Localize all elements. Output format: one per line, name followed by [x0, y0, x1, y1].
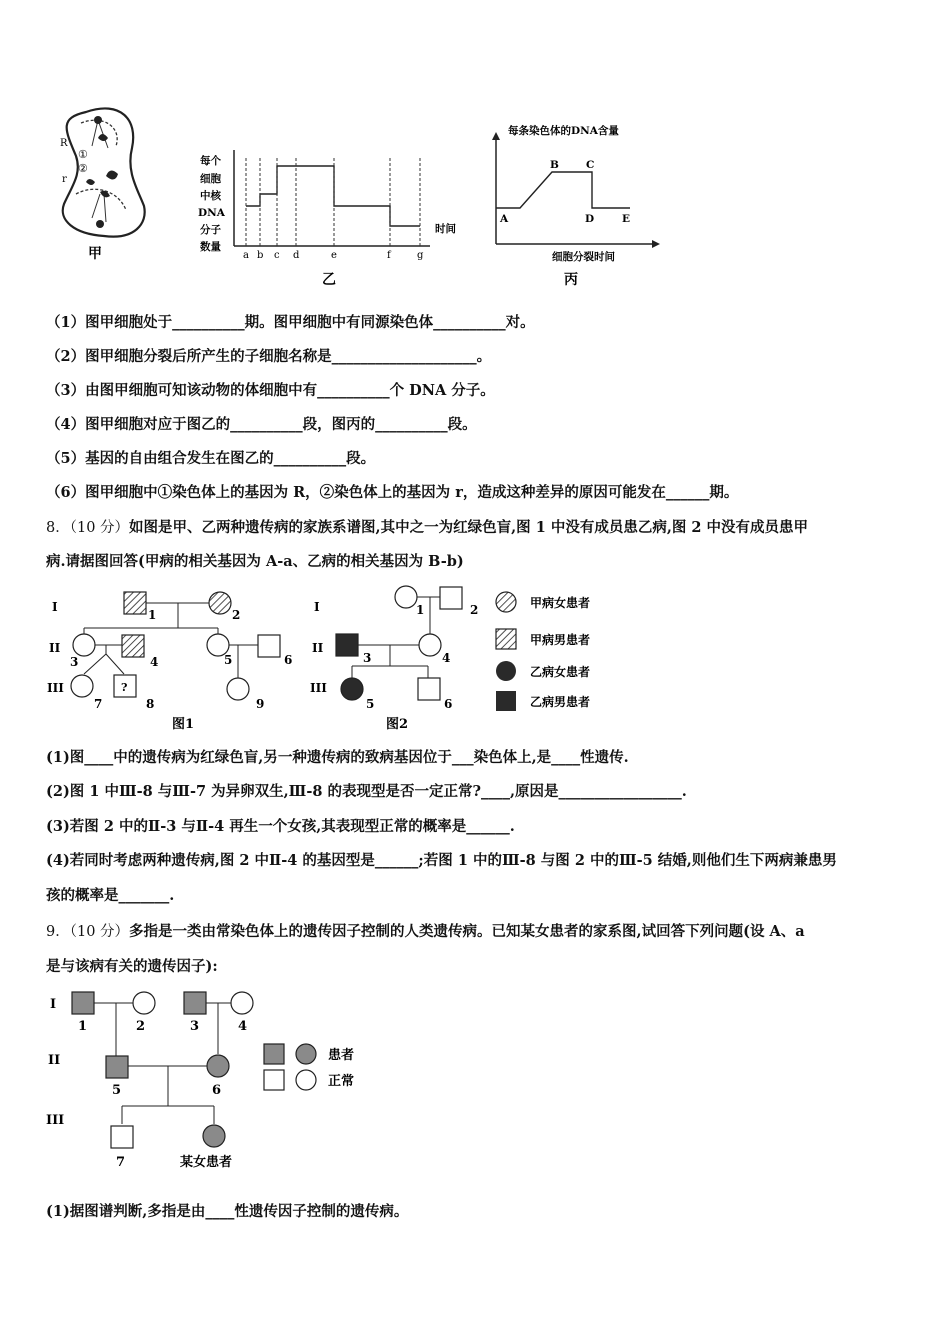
- yi-tick-e: e: [331, 250, 337, 261]
- ped2-id-5: 5: [366, 697, 375, 711]
- ped3-II-5-male-affected: [106, 1056, 128, 1078]
- q8-item-1: (1)图____中的遗传病为红绿色盲,另一种遗传病的致病基因位于___染色体上,是____性遗传.: [46, 749, 629, 766]
- legend-female-a-label: 甲病女患者: [530, 596, 591, 610]
- figure-jia-yi-bing: [46, 98, 666, 293]
- yi-caption: 乙: [322, 272, 336, 288]
- ped2-I-2-male: [440, 587, 462, 609]
- legend-male-b-label: 乙病男患者: [530, 695, 591, 709]
- legend2-affected-female-icon: [296, 1044, 316, 1064]
- q8-header-text: 如图是甲、乙两种遗传病的家族系谱图,其中之一为红绿色盲,图 1 中没有成员患乙病,图 2 中没有成员患甲: [129, 519, 809, 536]
- legend-male-b-icon: [496, 691, 516, 711]
- ped1-gen-I: I: [52, 600, 58, 614]
- legend-female-b-icon: [496, 661, 516, 681]
- ped1-I-2-female-affected-a: [209, 592, 231, 614]
- ped3-id-1: 1: [78, 1019, 88, 1034]
- ped2-II-4-female: [419, 634, 441, 656]
- chromosome-2-label: ②: [78, 162, 88, 175]
- legend-male-a-icon: [496, 629, 516, 649]
- ped1-II-4-male-affected-a: [122, 635, 144, 657]
- ped1-unknown-mark: ?: [121, 681, 128, 694]
- ped2-id-3: 3: [363, 651, 372, 665]
- ped1-id-8: 8: [146, 697, 155, 711]
- allele-r-label: r: [62, 174, 67, 185]
- ped3-id-3: 3: [190, 1019, 200, 1034]
- ped2-I-1-female: [395, 586, 417, 608]
- chromosome-1-label: ①: [78, 148, 88, 161]
- ped3-patient-label: 某女患者: [180, 1155, 233, 1170]
- ped1-id-5: 5: [224, 653, 233, 667]
- yi-ylabel-2: 中核: [200, 190, 221, 202]
- bing-point-C: C: [586, 159, 595, 171]
- bing-dna-curve: [496, 172, 630, 208]
- ped1-II-6-male: [258, 635, 280, 657]
- ped1-id-2: 2: [232, 608, 241, 622]
- q9-header-line1: [46, 920, 805, 941]
- bing-caption: 丙: [564, 272, 578, 288]
- legend2-affected-label: 患者: [328, 1048, 355, 1063]
- yi-tick-g: g: [417, 250, 424, 261]
- legend-female-a-icon: [496, 592, 516, 612]
- legend-female-b-label: 乙病女患者: [530, 665, 591, 679]
- bing-ylabel: 每条染色体的DNA含量: [508, 125, 619, 137]
- ped2-II-3-male-affected-b: [336, 634, 358, 656]
- q8-number: 8．（10 分）: [46, 520, 130, 536]
- ped1-gen-III: III: [47, 681, 64, 695]
- jia-caption: 甲: [88, 246, 102, 262]
- ped1-id-4: 4: [150, 655, 159, 669]
- figure-jia-cell: [60, 108, 145, 262]
- legend2-affected-male-icon: [264, 1044, 284, 1064]
- ped3-gen-I: I: [50, 997, 57, 1012]
- q7-item-5: （5）基因的自由组合发生在图乙的__________段。: [46, 450, 376, 467]
- ped2-id-2: 2: [470, 603, 479, 617]
- ped3-id-2: 2: [136, 1019, 146, 1034]
- yi-tick-b: b: [257, 250, 264, 261]
- yi-dna-curve: [246, 166, 420, 226]
- yi-tick-c: c: [274, 250, 280, 261]
- q7-item-4: （4）图甲细胞对应于图乙的__________段，图丙的__________段。: [46, 416, 477, 433]
- ped1-II-3-female: [73, 634, 95, 656]
- ped3-I-4-female: [231, 992, 253, 1014]
- ped3-id-6: 6: [212, 1083, 222, 1098]
- figure-pedigrees-1-2: [44, 582, 614, 734]
- ped1-id-6: 6: [284, 653, 293, 667]
- q9-header-text: 多指是一类由常染色体上的遗传因子控制的人类遗传病。已知某女患者的家系图,试回答下列问题(设 A、a: [129, 923, 805, 940]
- ped1-I-1-male-affected-a: [124, 592, 146, 614]
- ped1-id-9: 9: [256, 697, 265, 711]
- ped3-gen-III: III: [46, 1113, 65, 1128]
- figure-yi-graph: [198, 150, 456, 288]
- ped3-I-3-male-affected: [184, 992, 206, 1014]
- ped1-caption: 图1: [172, 717, 195, 732]
- q9-number: 9．（10 分）: [46, 924, 130, 940]
- ped1-III-9-female: [227, 678, 249, 700]
- yi-tick-d: d: [293, 250, 300, 261]
- q9-header-line2: 是与该病有关的遗传因子):: [46, 958, 218, 975]
- q8-header-line1: [46, 516, 808, 537]
- bing-point-B: B: [550, 159, 559, 171]
- legend2-normal-male-icon: [264, 1070, 284, 1090]
- ped1-gen-II: II: [49, 641, 61, 655]
- legend2-normal-female-icon: [296, 1070, 316, 1090]
- q7-item-1: （1）图甲细胞处于__________期。图甲细胞中有同源染色体__________对。: [46, 314, 535, 331]
- bing-point-E: E: [622, 213, 631, 225]
- q8-header-line2: 病.请据图回答(甲病的相关基因为 A-a、乙病的相关基因为 B-b): [46, 553, 464, 570]
- ped1-id-7: 7: [94, 697, 103, 711]
- allele-R-label: R: [60, 138, 68, 149]
- bing-xlabel: 细胞分裂时间: [552, 251, 615, 263]
- bing-point-A: A: [500, 213, 509, 225]
- yi-ylabel-4: 分子: [200, 224, 221, 236]
- q7-item-6: （6）图甲细胞中①染色体上的基因为 R，②染色体上的基因为 r，造成这种差异的原因可能发在______期。: [46, 484, 739, 501]
- ped3-II-6-female-affected: [207, 1055, 229, 1077]
- bing-point-D: D: [585, 213, 595, 225]
- q8-item-2: (2)图 1 中Ⅲ-8 与Ⅲ-7 为异卵双生,Ⅲ-8 的表现型是否一定正常?____,原因是_________________.: [46, 783, 687, 800]
- ped2-caption: 图2: [386, 717, 409, 732]
- figure-pedigree-polydactyly: [44, 988, 374, 1174]
- yi-ylabel-5: 数量: [200, 241, 221, 253]
- q8-item-3: (3)若图 2 中的Ⅱ-3 与Ⅱ-4 再生一个女孩,其表现型正常的概率是______.: [46, 818, 515, 835]
- yi-ylabel-0: 每个: [200, 155, 221, 167]
- q7-item-3: （3）由图甲细胞可知该动物的体细胞中有__________个 DNA 分子。: [46, 382, 495, 399]
- ped2-gen-II: II: [312, 641, 324, 655]
- legend2-normal-label: 正常: [328, 1074, 355, 1089]
- yi-xlabel: 时间: [435, 223, 456, 235]
- ped2-id-4: 4: [442, 651, 451, 665]
- figure-bing-graph: [492, 124, 660, 288]
- ped1-III-7-female: [71, 675, 93, 697]
- ped2-id-1: 1: [416, 603, 425, 617]
- ped1-id-3: 3: [70, 655, 79, 669]
- ped2-III-6-male: [418, 678, 440, 700]
- yi-tick-f: f: [387, 250, 391, 261]
- yi-ylabel-3: DNA: [198, 207, 225, 219]
- ped3-id-4: 4: [238, 1019, 248, 1034]
- q7-item-2: （2）图甲细胞分裂后所产生的子细胞名称是____________________。: [46, 348, 492, 365]
- ped3-III-7-male: [111, 1126, 133, 1148]
- ped3-id-5: 5: [112, 1083, 122, 1098]
- ped3-III-patient-female-affected: [203, 1125, 225, 1147]
- ped2-gen-I: I: [314, 600, 320, 614]
- ped2-id-6: 6: [444, 697, 453, 711]
- ped3-gen-II: II: [48, 1053, 61, 1068]
- q8-item-4-cont: 孩的概率是_______.: [46, 887, 175, 904]
- legend-male-a-label: 甲病男患者: [530, 633, 591, 647]
- ped3-id-7: 7: [116, 1155, 126, 1170]
- q8-item-4: (4)若同时考虑两种遗传病,图 2 中Ⅱ-4 的基因型是______;若图 1 中的Ⅲ-8 与图 2 中的Ⅲ-5 结婚,则他们生下两病兼患男: [46, 852, 837, 869]
- yi-ylabel-1: 细胞: [200, 173, 221, 185]
- ped3-I-2-female: [133, 992, 155, 1014]
- ped2-gen-III: III: [310, 681, 327, 695]
- ped2-III-5-female-affected-b: [341, 678, 363, 700]
- q9-item-1: (1)据图谱判断,多指是由____性遗传因子控制的遗传病。: [46, 1203, 409, 1220]
- ped1-id-1: 1: [148, 608, 157, 622]
- yi-tick-a: a: [243, 250, 249, 261]
- ped3-I-1-male-affected: [72, 992, 94, 1014]
